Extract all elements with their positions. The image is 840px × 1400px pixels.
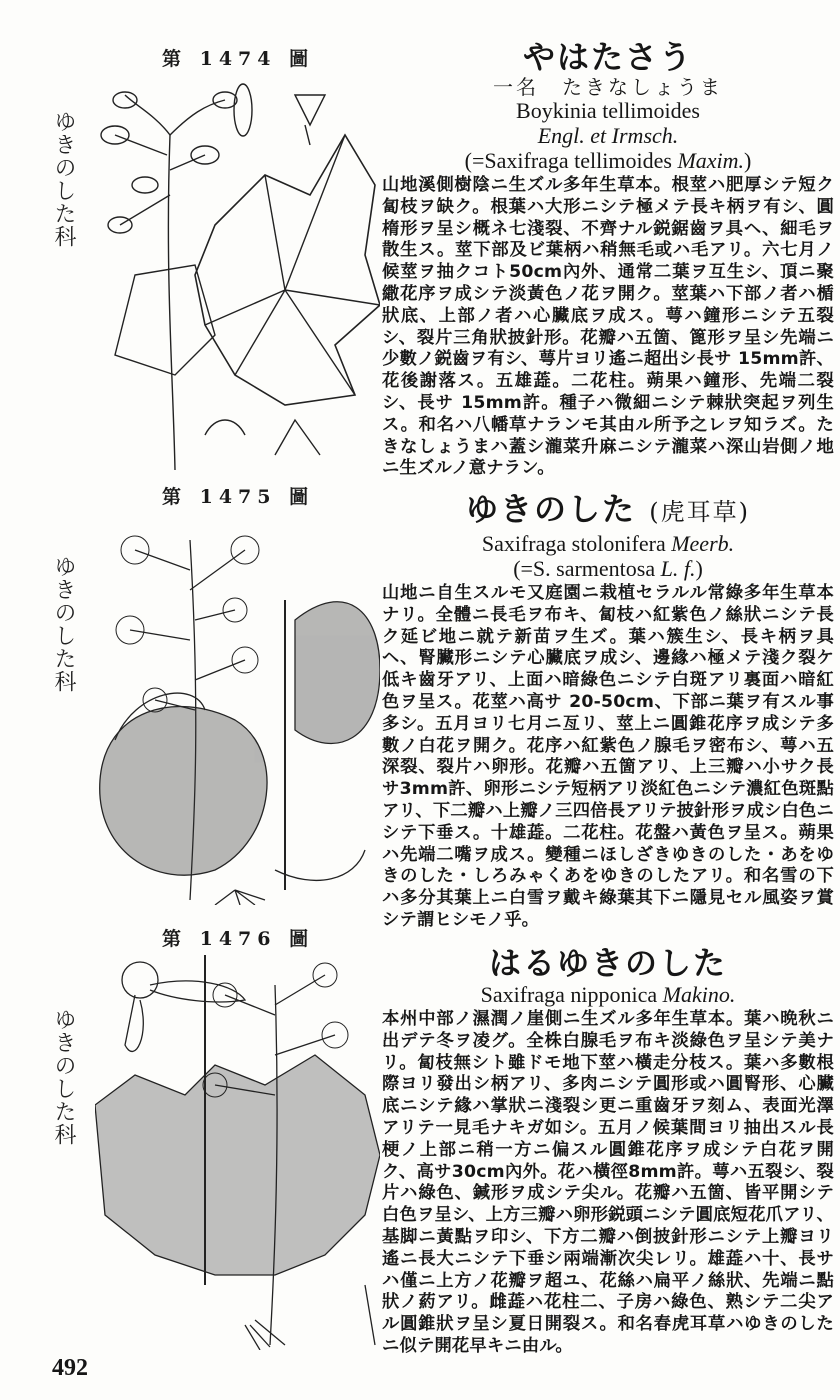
boykinia-tellimoides-illustration bbox=[95, 75, 380, 470]
kanji-name: (虎耳草) bbox=[649, 498, 750, 526]
alternate-name: 一名 たきなしょうま bbox=[493, 75, 723, 99]
entry-yukinoshita bbox=[382, 490, 834, 932]
description: 本州中部ノ濕潤ノ崖側ニ生ズル多年生草本。葉ハ晩秋ニ出デテ冬ヲ凌グ。全株白腺毛ヲ布キ淡綠色ヲ呈シテ美ナリ。匐枝無シト雖ドモ地下莖ハ橫走分枝ス。葉ハ多數根際ヨリ發出シ柄アリ、多肉ニシテ圓形或ハ圓腎形、心臟底ニシテ緣ハ掌狀ニ淺裂シ更ニ重齒牙ヲ刻ム、表面光澤アリテ一見毛ナキガ如シ。五月ノ候葉間ヨリ抽出スル長梗ノ上部ニ稍一方ニ偏スル圓錐花序ヲ成シテ白花ヲ開ク、高サ30cm內外。花ハ橫徑8mm許。萼ハ五裂シ、裂片ハ綠色、鍼形ヲ成シテ尖ル。花瓣ハ五箇、皆平開シテ白色ヲ呈シ、上方三瓣ハ卵形鋭頭ニシテ圓底短花爪アリ、基脚ニ黃點ヲ印シ、下方二瓣ハ倒披針形ニシテ上瓣ヨリ遙ニ長大ニシテ下垂シ兩端漸次尖レリ。雄蕋ハ十、長サハ僅ニ上方ノ花瓣ヲ超ユ、花絲ハ扁平ノ絲狀、先端ニ點狀ノ葯アリ。雌蕋ハ花柱二、子房ハ綠色、熟シテ二尖アル圓錐狀ヲ呈シ夏日開裂ス。和名春虎耳草ハゆきのしたニ似テ開花早キニ由ル。 bbox=[382, 1009, 834, 1356]
synonym: (=Saxifraga tellimoides Maxim.) bbox=[464, 148, 752, 173]
figure-label-1476: 第 1476 圖 bbox=[162, 928, 315, 950]
family-label: ゆきのした科 bbox=[51, 555, 76, 693]
saxifraga-stolonifera-illustration bbox=[95, 510, 380, 905]
synonym: (=S. sarmentosa L. f.) bbox=[513, 556, 703, 581]
family-label: ゆきのした科 bbox=[51, 110, 76, 248]
scientific-name: Boykinia tellimoides bbox=[516, 98, 700, 123]
scientific-author: Engl. et Irmsch. bbox=[537, 123, 679, 148]
family-label: ゆきのした科 bbox=[51, 1008, 76, 1146]
figure-label-1475: 第 1475 圖 bbox=[162, 486, 315, 508]
entry-yahatasou bbox=[382, 38, 834, 480]
japanese-name: はるゆきのした bbox=[488, 944, 727, 982]
scientific-name: Saxifraga stolonifera Meerb. bbox=[481, 531, 735, 556]
saxifraga-nipponica-illustration bbox=[95, 955, 380, 1350]
japanese-name: やはたさう bbox=[522, 38, 693, 76]
description: 山地ニ自生スルモ又庭園ニ栽植セラルル常綠多年生草本ナリ。全體ニ長毛ヲ布キ、匐枝ハ紅紫色ノ絲狀ニシテ長ク延ビ地ニ就テ新苗ヲ生ズ。葉ハ簇生シ、長キ柄ヲ具ヘ、腎臟形ニシテ心臟底ヲ成シ、邊緣ハ極メテ淺ク裂ケ低キ齒牙アリ、上面ハ暗綠色ニシテ白斑アリ裏面ハ暗紅色ヲ呈ス。花莖ハ高サ 20-50cm、下部ニ葉ヲ有スル事多シ。五月ヨリ七月ニ亙リ、莖上ニ圓錐花序ヲ成シテ多數ノ白花ヲ開ク。花序ハ紅紫色ノ腺毛ヲ密布シ、萼ハ五深裂、裂片ハ卵形。花瓣ハ五箇アリ、上三瓣ハ小サク長サ3mm許、卵形ニシテ短柄アリ淡紅色ニシテ濃紅色斑點アリ、下二瓣ハ上瓣ノ三四倍長アリテ披針形ヲ成シ白色ニシテ下垂ス。十雄蕋。二花柱。花盤ハ黃色ヲ呈ス。蒴果ハ先端二嘴ヲ成ス。變種ニほしざきゆきのした・あをゆきのした・しろみゃくあをゆきのしたアリ。和名雪の下ハ多分其葉上ニ白雪ヲ戴キ綠葉其下ニ隱見セル風姿ヲ賞シテ謂ヒシモノ乎。 bbox=[382, 583, 834, 930]
scientific-name: Saxifraga nipponica Makino. bbox=[480, 982, 736, 1007]
page-number: 492 bbox=[52, 1355, 88, 1381]
japanese-name: ゆきのした bbox=[466, 490, 637, 528]
figure-label-1474: 第 1474 圖 bbox=[162, 48, 315, 70]
description: 山地溪側樹陰ニ生ズル多年生草本。根莖ハ肥厚シテ短ク匐枝ヲ缺ク。根葉ハ大形ニシテ極メテ長キ柄ヲ有シ、圓楕形ヲ呈シ概ネ七淺裂、不齊ナル鋭鋸齒ヲ具ヘ、細毛ヲ散生ス。莖下部及ビ葉柄ハ稍無毛或ハ毛アリ。六七月ノ候莖ヲ抽クコト50cm內外、通常二葉ヲ互生シ、頂ニ聚繖花序ヲ成シテ淡黃色ノ花ヲ開ク。莖葉ハ下部ノ者ハ楯狀底、上部ノ者ハ心臟底ヲ成ス。萼ハ鐘形ニシテ五裂シ、裂片三角狀披針形。花瓣ハ五箇、篦形ヲ呈シ先端ニ少數ノ鋭齒ヲ有シ、萼片ヨリ遙ニ超出シ長サ 15mm許、花後謝落ス。五雄蕋。二花柱。蒴果ハ鐘形、先端二裂シ、長サ 15mm許。種子ハ微細ニシテ棘狀突起ヲ列生ス。和名ハ八幡草ナランモ其由ル所予之レヲ知ラズ。たきなしょうまハ蓋シ瀧菜升麻ニシテ瀧菜ハ深山岩側ノ地ニ生ズルノ意ナラン。 bbox=[382, 175, 834, 479]
entry-haruyukinoshita bbox=[382, 944, 834, 1358]
